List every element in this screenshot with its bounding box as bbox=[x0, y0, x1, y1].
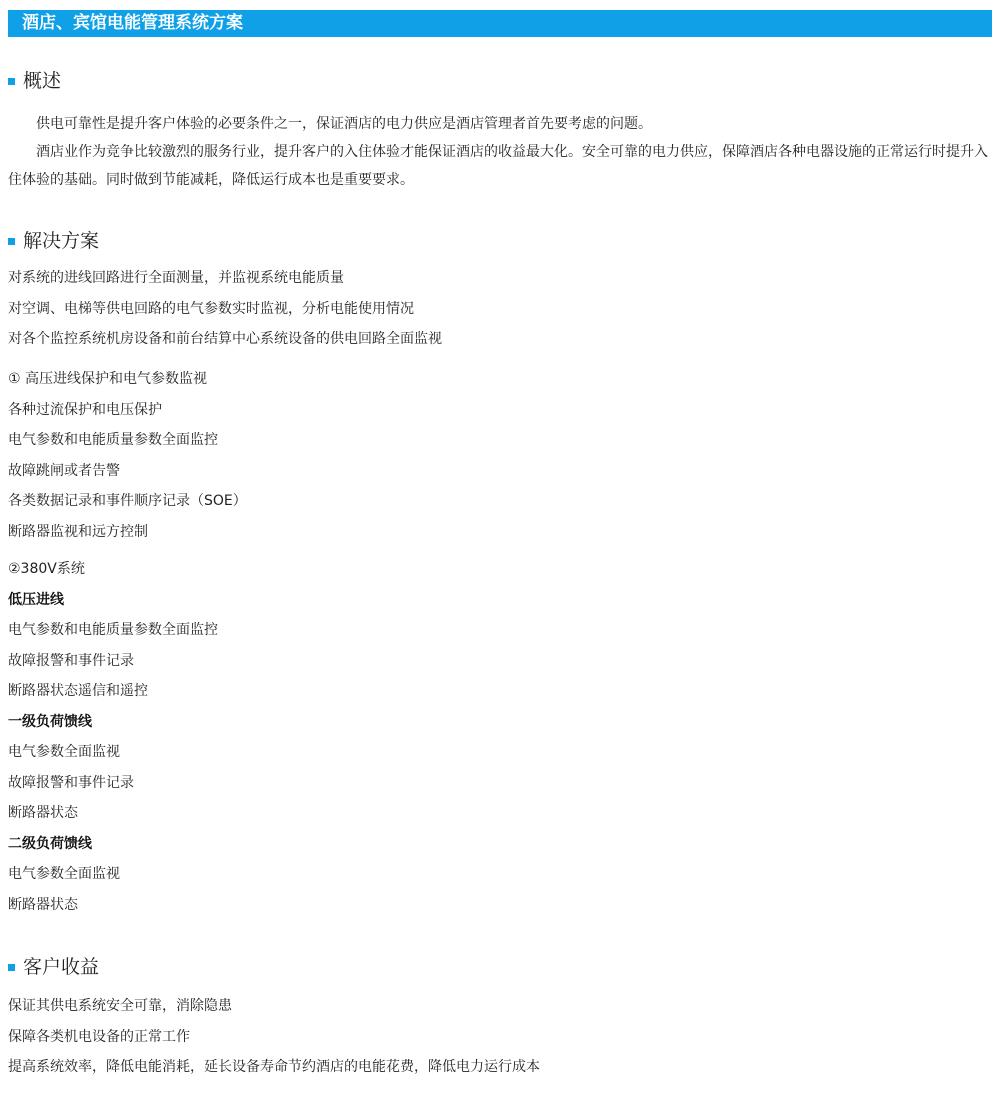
list-item: 对空调、电梯等供电回路的电气参数实时监视，分析电能使用情况 bbox=[8, 300, 414, 317]
list-item: 保障各类机电设备的正常工作 bbox=[8, 1028, 190, 1045]
list-item: 电气参数和电能质量参数全面监控 bbox=[8, 622, 218, 638]
solution-intro-list bbox=[8, 263, 988, 355]
list-item: 断路器状态遥信和遥控 bbox=[8, 683, 148, 699]
list-item: 故障报警和事件记录 bbox=[8, 652, 134, 669]
list-item: 各类数据记录和事件顺序记录（SOE） bbox=[8, 493, 247, 509]
list-item: 断路器状态 bbox=[8, 896, 78, 913]
list-item: 电气参数全面监视 bbox=[8, 744, 120, 760]
group-title-incoming: 低压进线 bbox=[8, 591, 64, 608]
overview-paragraph-2: 酒店业作为竞争比较激烈的服务行业，提升客户的入住体验才能保证酒店的收益最大化。安全可靠的电力供应，保障酒店各种电器设施的正常运行时提升入住体验的基础。同时做到节能减耗，降低运行成本也是重要要求。 bbox=[8, 144, 988, 188]
list-item: 故障报警和事件记录 bbox=[8, 774, 134, 791]
bullet-square-icon bbox=[8, 78, 15, 85]
list-item: 电气参数和电能质量参数全面监控 bbox=[8, 432, 218, 448]
low-voltage-list bbox=[8, 554, 988, 920]
section-heading-benefits bbox=[8, 954, 99, 980]
list-item: 提高系统效率，降低电能消耗，延长设备寿命节约酒店的电能花费，降低电力运行成本 bbox=[8, 1059, 540, 1075]
list-item: 断路器监视和远方控制 bbox=[8, 523, 148, 540]
overview-body bbox=[8, 110, 988, 194]
list-item: 各种过流保护和电压保护 bbox=[8, 401, 162, 418]
section-heading-solution bbox=[8, 228, 99, 254]
group-title-secondary-feeder: 二级负荷馈线 bbox=[8, 835, 92, 852]
list-item: 保证其供电系统安全可靠，消除隐患 bbox=[8, 998, 232, 1014]
section-title-solution: 解决方案 bbox=[23, 230, 100, 252]
high-voltage-title: ① 高压进线保护和电气参数监视 bbox=[8, 371, 208, 387]
group-title-primary-feeder: 一级负荷馈线 bbox=[8, 713, 92, 730]
bullet-square-icon bbox=[8, 964, 15, 971]
page-title: 酒店、宾馆电能管理系统方案 bbox=[22, 13, 243, 33]
bullet-square-icon bbox=[8, 238, 15, 245]
section-title-benefits: 客户收益 bbox=[23, 956, 100, 978]
overview-paragraph-1: 供电可靠性是提升客户体验的必要条件之一，保证酒店的电力供应是酒店管理者首先要考虑的问题。 bbox=[36, 116, 652, 132]
section-title-overview: 概述 bbox=[23, 70, 62, 92]
list-item: 电气参数全面监视 bbox=[8, 866, 120, 882]
list-item: 对系统的进线回路进行全面测量，并监视系统电能质量 bbox=[8, 270, 344, 286]
benefits-list bbox=[8, 991, 988, 1083]
high-voltage-list bbox=[8, 364, 988, 547]
low-voltage-title: ②380V系统 bbox=[8, 561, 85, 577]
list-item: 断路器状态 bbox=[8, 805, 78, 821]
title-bar bbox=[8, 10, 992, 37]
list-item: 对各个监控系统机房设备和前台结算中心系统设备的供电回路全面监视 bbox=[8, 331, 442, 347]
list-item: 故障跳闸或者告警 bbox=[8, 462, 120, 479]
section-heading-overview bbox=[8, 68, 61, 94]
